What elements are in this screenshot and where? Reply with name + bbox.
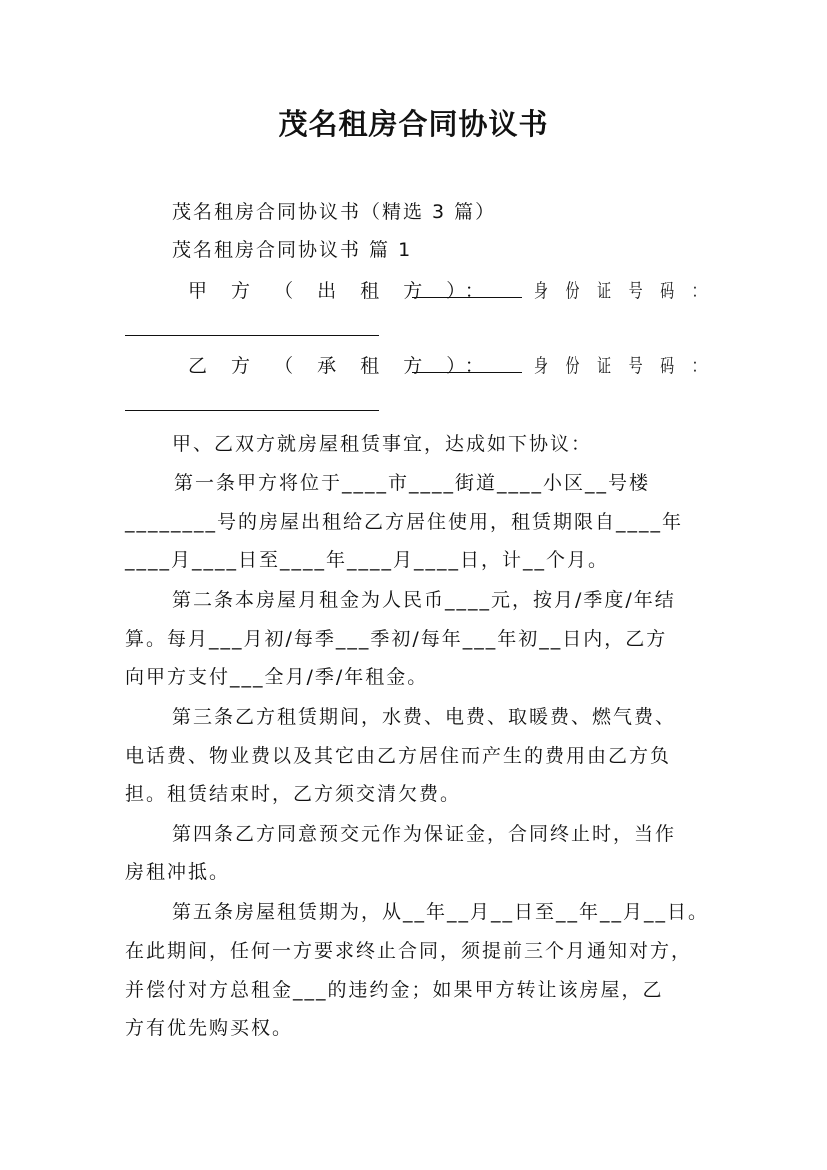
clause-5-line-1: 第五条房屋租赁期为，从__年__月__日至__年__月__日。: [172, 901, 710, 923]
clause-5-line-4: 方有优先购买权。: [125, 1017, 294, 1039]
party-b-label: 乙 方 （ 承 租 方 ）：: [188, 355, 493, 377]
clause-3-line-2: 电话费、物业费以及其它由乙方居住而产生的费用由乙方负: [125, 745, 672, 767]
document-title: 茂名租房合同协议书: [278, 107, 549, 141]
agreement-intro-line: 甲、乙双方就房屋租赁事宜，达成如下协议：: [172, 433, 593, 455]
party-b-name-blank: [412, 372, 522, 373]
party-a-id-blank: [125, 335, 379, 336]
clause-2-line-3: 向甲方支付___全月/季/年租金。: [125, 666, 429, 688]
clause-5-line-2: 在此期间，任何一方要求终止合同，须提前三个月通知对方，: [125, 940, 693, 962]
clause-3-line-3: 担。租赁结束时，乙方须交清欠费。: [125, 783, 462, 805]
party-a-label: 甲 方 （ 出 租 方 ）：: [188, 280, 493, 302]
party-b-id-label: 身 份 证 号 码 ：: [534, 355, 713, 377]
clause-1-line-1: 第一条甲方将位于____市____街道____小区__号楼: [174, 472, 651, 494]
clause-5-line-3: 并偿付对方总租金___的违约金；如果甲方转让该房屋，乙: [125, 979, 664, 1001]
clause-4-line-2: 房租冲抵。: [125, 861, 231, 883]
party-b-id-blank: [125, 410, 379, 411]
intro-line: 茂名租房合同协议书（精选 3 篇）: [172, 201, 497, 223]
party-a-id-label: 身 份 证 号 码 ：: [534, 280, 713, 302]
clause-2-line-1: 第二条本房屋月租金为人民币____元，按月/季度/年结: [172, 589, 676, 611]
subtitle-line: 茂名租房合同协议书 篇 1: [172, 239, 413, 261]
clause-1-line-3: ____月____日至____年____月____日，计__个月。: [125, 549, 610, 571]
clause-4-line-1: 第四条乙方同意预交元作为保证金，合同终止时，当作: [172, 823, 677, 845]
clause-3-line-1: 第三条乙方租赁期间，水费、电费、取暖费、燃气费、: [172, 706, 677, 728]
clause-1-line-2: ________号的房屋出租给乙方居住使用，租赁期限自____年: [125, 511, 684, 533]
party-a-name-blank: [412, 297, 522, 298]
clause-2-line-2: 算。每月___月初/每季___季初/每年___年初__日内，乙方: [125, 628, 668, 650]
